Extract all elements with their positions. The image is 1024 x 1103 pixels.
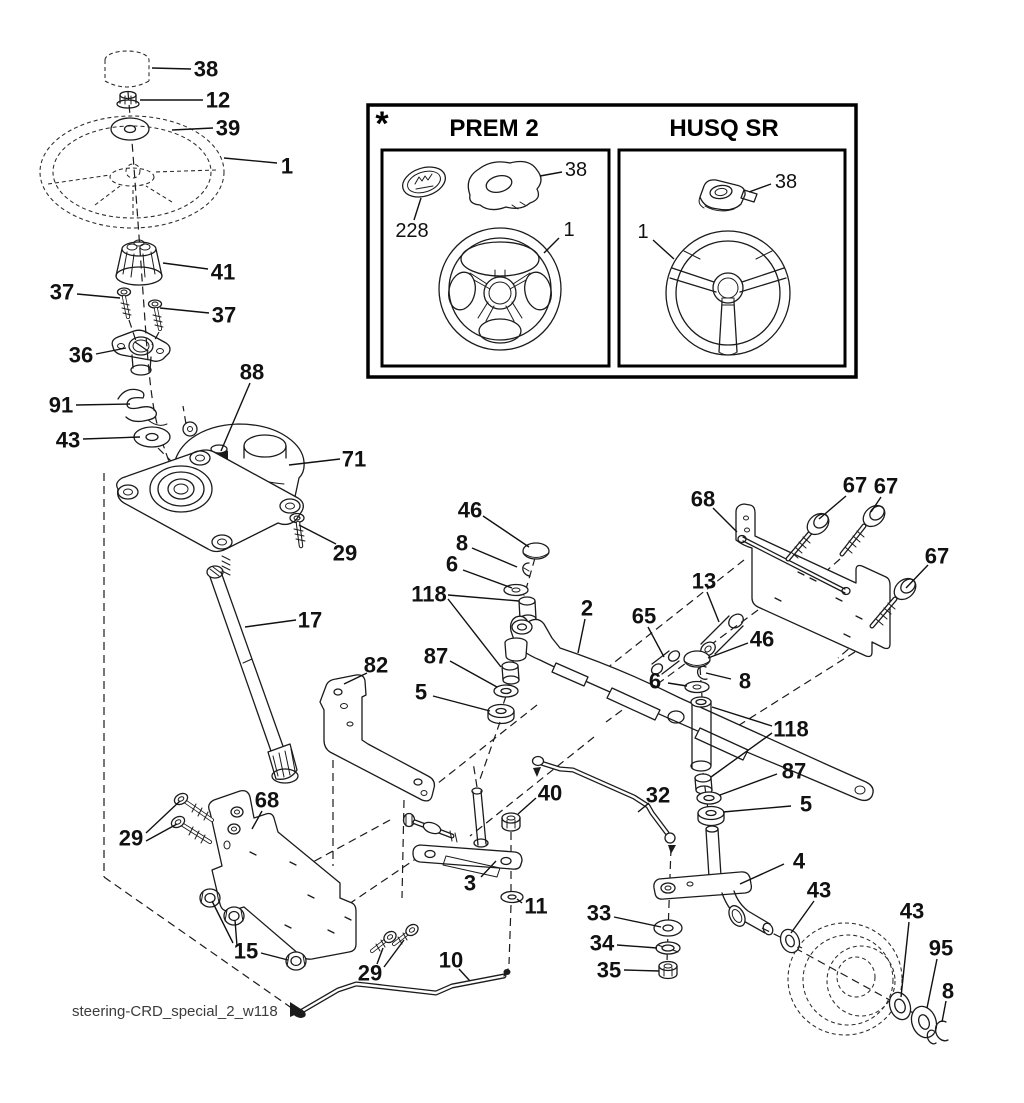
spacer-5-right: [698, 807, 724, 826]
leader-line: [146, 801, 180, 833]
part-label-38: 38: [774, 171, 798, 193]
part-label-68: 68: [690, 486, 716, 512]
part-label-32: 32: [645, 782, 671, 808]
leader-line: [261, 953, 288, 960]
part-label-36: 36: [68, 342, 94, 368]
part-label-118: 118: [411, 581, 447, 607]
leader-line: [614, 917, 661, 927]
leader-line: [749, 184, 771, 192]
part-label-5: 5: [414, 679, 428, 705]
bearing-flange-36: [112, 330, 170, 375]
leader-line: [791, 901, 814, 933]
inset-asterisk: *: [375, 105, 389, 143]
leader-line: [146, 824, 177, 841]
part-label-29: 29: [357, 960, 383, 986]
steering-cap: [105, 51, 149, 87]
part-label-2: 2: [580, 595, 594, 621]
part-label-39: 39: [215, 115, 241, 141]
leader-line: [224, 158, 277, 163]
leader-line: [518, 798, 536, 814]
part-label-43: 43: [806, 877, 832, 903]
part-label-38: 38: [564, 159, 588, 181]
lock-washer-34: [656, 942, 680, 954]
part-label-228: 228: [395, 220, 429, 242]
axle-support-2: [505, 616, 873, 800]
part-label-46: 46: [749, 626, 775, 652]
inset-panel-husqsr: [619, 150, 845, 366]
screw-29-bottommid-1: [372, 929, 398, 951]
part-label-43: 43: [899, 898, 925, 924]
spacer-5-left: [488, 705, 514, 724]
part-label-65: 65: [631, 603, 657, 629]
leader-line: [617, 945, 657, 948]
bushing-118-lower-right: [695, 774, 712, 794]
bolt-67-a: [788, 509, 833, 559]
leader-line: [901, 922, 909, 997]
chassis-bracket-68-bottom: [209, 791, 356, 960]
part-label-8: 8: [941, 978, 955, 1004]
part-label-33: 33: [586, 900, 612, 926]
part-label-118: 118: [773, 716, 809, 742]
washer-33: [654, 920, 682, 936]
part-label-37: 37: [49, 279, 75, 305]
screw-37-left: [118, 288, 132, 317]
leader-line: [245, 620, 296, 627]
bushing-13: [698, 611, 746, 658]
part-label-4: 4: [792, 848, 806, 874]
leader-line: [707, 592, 719, 622]
part-label-43: 43: [55, 427, 81, 453]
part-label-71: 71: [341, 446, 367, 472]
flange-nut-15-b: [224, 907, 244, 925]
leader-line: [578, 619, 585, 653]
leader-line: [96, 348, 126, 354]
part-label-95: 95: [928, 935, 954, 961]
part-label-87: 87: [423, 643, 449, 669]
drawing-id-text: steering-CRD_special_2_w118: [72, 1003, 278, 1020]
part-label-88: 88: [239, 359, 265, 385]
part-label-91: 91: [48, 392, 74, 418]
screw-29-bottomleft-2: [169, 814, 210, 843]
part-label-29: 29: [332, 540, 358, 566]
leader-line: [172, 128, 213, 130]
retainer-clip-91: [118, 389, 167, 425]
part-label-46: 46: [457, 497, 483, 523]
cap-38-husqsr: [699, 180, 757, 211]
part-label-40: 40: [537, 780, 563, 806]
e-clip-8-right: [698, 666, 707, 679]
leader-line: [448, 599, 501, 667]
part-label-67: 67: [873, 473, 899, 499]
washer-95: [907, 1003, 940, 1041]
part-label-15: 15: [233, 938, 259, 964]
part-label-8: 8: [738, 668, 752, 694]
leader-line: [163, 263, 208, 269]
steering-wheel-prem2: [439, 228, 561, 350]
leader-line: [706, 673, 731, 679]
leader-line: [942, 1001, 946, 1022]
washer-87-left: [494, 685, 518, 697]
front-wheel: [788, 923, 902, 1035]
hex-nut-40: [502, 813, 520, 831]
leader-line: [483, 516, 529, 547]
inset-title-prem2: PREM 2: [449, 115, 539, 142]
washer-39: [111, 118, 149, 140]
part-label-12: 12: [205, 87, 231, 113]
leader-line: [463, 570, 512, 588]
inset-box: [368, 105, 856, 377]
part-label-3: 3: [463, 870, 477, 896]
wheel-insert-38-prem2: [468, 162, 541, 210]
part-label-38: 38: [193, 56, 219, 82]
leader-line: [723, 806, 791, 812]
part-label-1: 1: [637, 221, 649, 243]
part-label-67: 67: [924, 543, 950, 569]
leader-line: [653, 240, 674, 259]
leader-line: [76, 404, 130, 405]
leader-line: [450, 661, 497, 687]
flange-nut-15-c: [286, 952, 306, 970]
part-label-67: 67: [842, 472, 868, 498]
steering-shaft-17: [207, 556, 298, 783]
hex-nut-35: [659, 962, 677, 979]
bushing-118-lower-left: [502, 662, 519, 684]
part-label-8: 8: [455, 530, 469, 556]
part-label-5: 5: [799, 791, 813, 817]
part-label-6: 6: [648, 668, 662, 694]
drag-link-10: [291, 969, 511, 1020]
leader-line: [448, 595, 519, 601]
screw-29-bottommid-2: [394, 922, 420, 944]
part-label-17: 17: [297, 607, 323, 633]
bolt-67-b: [842, 501, 889, 554]
part-label-37: 37: [211, 302, 237, 328]
part-label-1: 1: [563, 219, 575, 241]
washer-43-spindle: [777, 927, 803, 956]
part-label-11: 11: [524, 893, 548, 919]
leader-line: [414, 198, 421, 220]
cap-46-right: [684, 651, 710, 667]
leader-line: [544, 238, 559, 253]
leader-line: [472, 548, 517, 567]
part-label-6: 6: [445, 551, 459, 577]
inset-title-husqsr: HUSQ SR: [669, 115, 779, 142]
pivot-arm-3: [404, 788, 523, 877]
part-label-34: 34: [589, 930, 615, 956]
washer-43-wheel: [886, 989, 914, 1022]
husqvarna-badge-228: [399, 162, 449, 202]
part-label-1: 1: [280, 153, 294, 179]
screw-37-right: [149, 300, 164, 329]
part-label-29: 29: [118, 825, 144, 851]
leader-line: [713, 508, 737, 532]
part-label-68: 68: [254, 787, 280, 813]
leader-line: [433, 696, 490, 711]
leader-line: [160, 308, 209, 313]
flange-nut-15-a: [200, 889, 220, 907]
part-label-87: 87: [781, 758, 807, 784]
callout-labels: [49, 57, 954, 1023]
leader-line: [668, 683, 687, 686]
leader-line: [927, 959, 937, 1008]
screw-29-bottomleft-1: [172, 791, 212, 820]
part-label-41: 41: [210, 259, 236, 285]
part-label-35: 35: [596, 957, 622, 983]
leader-line: [152, 68, 191, 69]
e-clip-8-left: [523, 563, 530, 576]
leader-line: [77, 294, 120, 298]
leader-line: [540, 172, 562, 176]
washer-87-right: [697, 792, 721, 804]
leader-line: [83, 437, 140, 439]
steering-wheel-husqsr: [666, 231, 790, 355]
part-label-10: 10: [438, 947, 464, 973]
washer-6-right: [685, 682, 709, 693]
leader-line: [819, 496, 846, 519]
leader-line: [720, 774, 777, 795]
steering-boot-41: [116, 240, 162, 285]
part-label-82: 82: [363, 652, 389, 678]
leader-line: [624, 970, 659, 971]
leader-line: [648, 627, 664, 657]
part-label-13: 13: [691, 568, 717, 594]
